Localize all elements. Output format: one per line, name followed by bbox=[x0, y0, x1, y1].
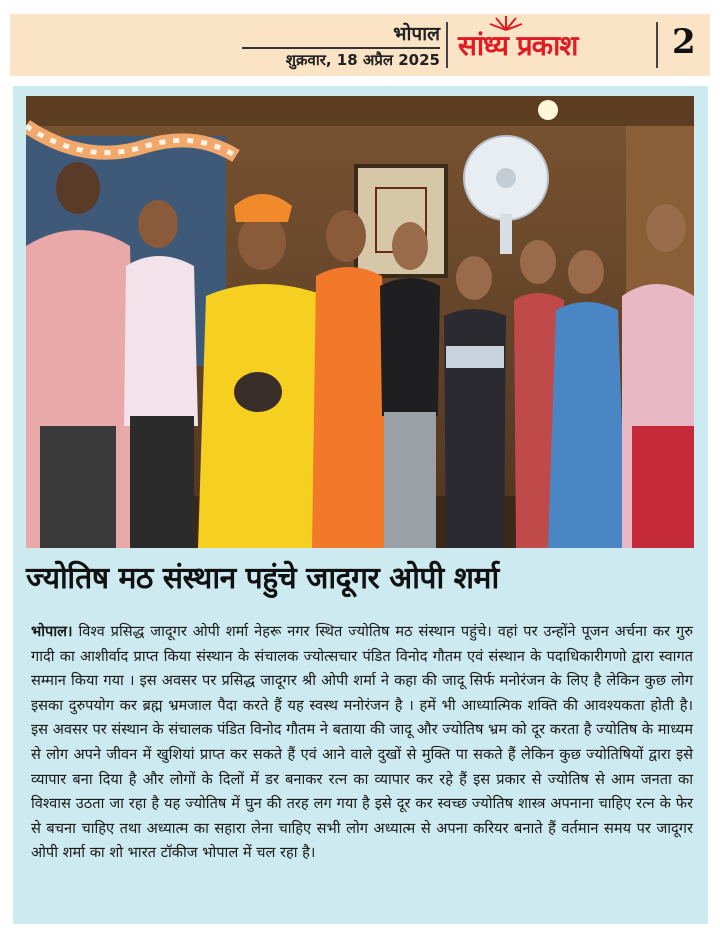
masthead-divider bbox=[656, 22, 658, 68]
article-headline: ज्योतिष मठ संस्थान पहुंचे जादूगर ओपी शर्मा bbox=[26, 561, 499, 596]
newspaper-logo: सांध्य प्रकाश bbox=[458, 29, 578, 62]
article-panel bbox=[13, 86, 708, 924]
group-photo bbox=[26, 96, 694, 548]
article-text: विश्व प्रसिद्ध जादूगर ओपी शर्मा नेहरू नगर स्थित ज्योतिष मठ संस्थान पहुंचे। वहां पर उन्होंने पूजन अर्चना कर गुरु गादी का आशीर्वाद प्राप्त किया संस्थान के संचालक ज्योत्सचार पंडित विनोद गौतम एवं संस्थान के पदाधिकारीगणो द्वारा स्वागत सम्मान किया गया । इस अवसर पर प्रसिद्ध जादूगर श्री ओपी शर्मा ने कहा की जादू सिर्फ मनोरंजन के लिए है लेकिन कुछ लोग इसका दुरुपयोग कर ब्रह्म भ्रमजाल पैदा करते हैं यह स्वस्थ मनोरंजन है । हमें भी आध्यात्मिक शक्ति की आवश्यकता होती है। इस अवसर पर संस्थान के संचालक पंडित विनोद गौतम ने बताया की जादू और ज्योतिष भ्रम को दूर करता है ज्योतिष के माध्यम से लोग अपने जीवन में खुशियां प्राप्त कर सकते हैं एवं आने वाले दुखों से मुक्ति पा सकते हैं लेकिन कुछ ज्योतिषियों द्वारा इसे व्यापार बना दिया है और लोगों के दिलों में डर बनाकर रत्न का व्यापार कर रहे हैं इस प्रकार से ज्योतिष से आम जनता का विश्वास उठता जा रहा है यह ज्योतिष में घुन की तरह लग गया है इसे दूर कर स्वच्छ ज्योतिष शास्त्र अपनाना चाहिए रत्न के फेर से बचना चाहिए तथा अध्यात्म का सहारा लेना चाहिए सभी लोग अध्यात्म से अपना करियर बनाते हैं वर्तमान समय पर जादूगर ओपी शर्मा का शो भारत टॉकीज भोपाल में चल रहा है। bbox=[31, 623, 693, 862]
article-body bbox=[31, 620, 693, 866]
page-number: 2 bbox=[672, 22, 696, 62]
issue-date: शुक्रवार, 18 अप्रैल 2025 bbox=[285, 51, 440, 69]
group-photo-image bbox=[26, 96, 694, 548]
city-label: भोपाल bbox=[393, 23, 440, 45]
masthead-rule bbox=[242, 47, 440, 49]
masthead-divider bbox=[446, 22, 448, 68]
article-dateline: भोपाल। bbox=[31, 623, 73, 640]
masthead bbox=[10, 14, 710, 76]
